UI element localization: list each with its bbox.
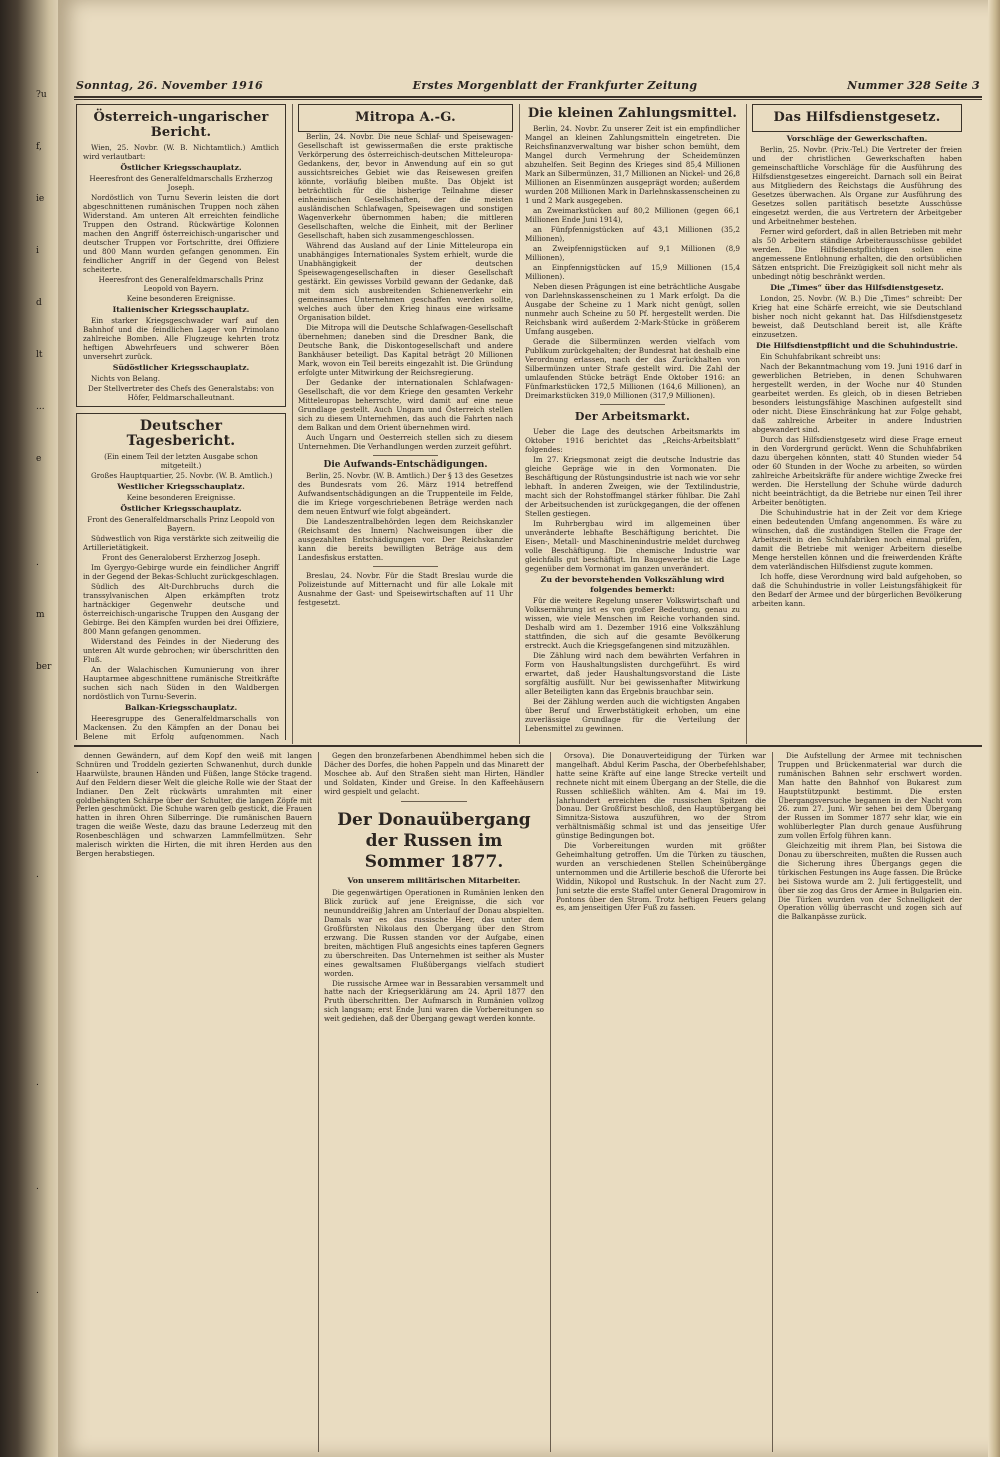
mitropa-title-box (298, 104, 513, 132)
paragraph: Heeresgruppe des Generalfeldmarschalls von Mackensen. Zu den Kämpfen an der Donau bei Belene mit Erfolg aufgenommen. Nach (83, 714, 279, 740)
paragraph: Nach der Bekanntmachung vom 19. Juni 1916 darf in gewerblichen Betrieben, in denen Schuhwaren hergestellt werden, in der Woche nur 40 Stunden gearbeitet werden. Es gleich, ob in diesen Betrieben besonders leistungsfähige Maschinen aufgestellt sind oder nicht. Diese Einschränkung hat zur Folge gehabt, daß zahlreiche Arbeiter in andere Industrien abgewandert sind. (752, 362, 962, 434)
header-rule-thin (74, 99, 982, 100)
header-rule (74, 96, 982, 98)
section-heading: Zu der bevorstehenden Volkszählung wird folgendes bemerkt: (540, 575, 725, 594)
spine-fragment: . (36, 766, 39, 776)
section-heading: Östlicher Kriegsschauplatz. (120, 163, 242, 172)
column-rule (550, 752, 551, 1452)
paragraph: Gerade die Silbermünzen werden vielfach vom Publikum zurückgehalten; der Bundesrat hat deshalb eine Verordnung erlassen, nach der das Zurückhalten von Silbermünzen unter Strafe gestellt wird. Die Zahl der umlaufenden Stücke beträgt Ende Oktober 1916: an Fünfmarkstücken 172,5 Millionen (164,6 Millionen), an Dreimarkstücken 319,0 Millionen (317,9 Millionen). (525, 337, 740, 400)
spine-fragment: ber (36, 662, 52, 672)
paragraph: Durch das Hilfsdienstgesetz wird diese Frage erneut in den Vordergrund gerückt. Wenn die Schuhfabriken dazu übergehen könnten, statt 40 Stunden wieder 54 oder 60 Stunden in der Woche zu arbeiten, so würden zahlreiche Arbeitskräfte für andere wichtige Zwecke frei werden. Die Herstellung der Schuhe würde dadurch nicht beeinträchtigt, da die Betriebe nur einen Teil ihrer Arbeiter benötigten. (752, 435, 962, 507)
divider (401, 801, 467, 802)
section-heading: Östlicher Kriegsschauplatz. (120, 504, 242, 513)
column-rule (746, 104, 747, 744)
column-1 (76, 104, 286, 740)
paragraph: Ferner wird gefordert, daß in allen Betrieben mit mehr als 50 Arbeitern ständige Arbeiterausschüsse gebildet werden. Die Hilfsdienstpflichtigen sollen eine angemessene Entlohnung erhalten, die den ortsüblichen Sätzen entspricht. Die Freizügigkeit soll nicht mehr als unbedingt nötig beschränkt werden. (752, 227, 962, 281)
paragraph: Großes Hauptquartier, 25. Novbr. (W. B. Amtlich.) (91, 471, 273, 480)
paragraph: Die Aufstellung der Armee mit technischen Truppen und Brückenmaterial war durch die rumänischen Bahnen sehr erschwert worden. Man hatte den Bahnhof von Bukarest zum Hauptstützpunkt bestimmt. Die ersten Übergangsversuche begannen in der Nacht vom 26. zum 27. Juni. Wir sehen bei dem Übergang der Russen im Sommer 1877 sehr klar, wie ein wohlüberlegter Plan durch genaue Ausführung zum vollen Erfolg führen kann. (778, 752, 962, 841)
spine-fragment: m (36, 610, 45, 620)
spine-fragment: ?u (36, 90, 47, 100)
divider (373, 455, 438, 456)
paragraph: an Einpfennigstücken auf 15,9 Millionen (15,4 Millionen). (525, 263, 740, 281)
spine-fragment: . (36, 1078, 39, 1088)
feuilleton-column-3 (556, 752, 766, 1452)
spine-fragment: ie (36, 194, 45, 204)
paragraph: Keine besonderen Ereignisse. (126, 493, 236, 502)
german-report-box (76, 413, 286, 740)
austrian-report-box (76, 104, 286, 407)
section-heading: Südöstlicher Kriegsschauplatz. (112, 363, 250, 372)
paragraph: Front des Generaloberst Erzherzog Joseph. (101, 553, 261, 562)
article-title: Das Hilfsdienstgesetz. (773, 110, 941, 125)
column-rule (292, 104, 293, 744)
paragraph: Die Schuhindustrie hat in der Zeit vor dem Kriege einen bedeutenden Umfang angenommen. Es wäre zu wünschen, daß die zuständigen Stellen die Frage der Arbeitszeit in den Schuhfabriken noch einmal prüfen, damit die Betriebe mit weniger Arbeitern dieselbe Menge herstellen können und die freiwerdenden Kräfte dem vaterländischen Hilfsdienst zugute kommen. (752, 508, 962, 571)
paragraph: Ein starker Kriegsgeschwader warf auf den Bahnhof und die feindlichen Lager von Primolano zahlreiche Bomben. Alle Flugzeuge kehrten trotz heftigen Abwehrfeuers und schwerer Böen unversehrt zurück. (83, 316, 279, 361)
paragraph: (Ein einem Teil der letzten Ausgabe schon mitgeteilt.) (104, 452, 258, 470)
paragraph: an Zweipfennigstücken auf 9,1 Millionen (8,9 Millionen), (525, 244, 740, 262)
feuilleton-rule (74, 745, 982, 747)
article-title: Österreich-ungarischer Bericht. (93, 110, 269, 140)
page-edge (988, 0, 1000, 1457)
page-header (76, 76, 980, 94)
dateline: Wien, 25. Novbr. (W. B. Nichtamtlich.) Amtlich wird verlautbart: (83, 143, 279, 161)
paragraph: Neben diesen Prägungen ist eine beträchtliche Ausgabe von Darlehnskassenscheinen zu 1 Mark erfolgt. Da die Ausgabe der Scheine zu 1 Mark nicht genügt, sollen nunmehr auch Scheine zu 50 Pf. hergestellt werden. Die Reichsbank wird außerdem 2-Mark-Stücke in größerem Umfang ausgeben. (525, 282, 740, 336)
paragraph: Südwestlich von Riga verstärkte sich zeitweilig die Artillerietätigkeit. (83, 534, 279, 552)
paragraph: Die Mitropa will die Deutsche Schlafwagen-Gesellschaft übernehmen; daneben sind die Dresdner Bank, die Deutsche Bank, die Diskontogesellschaft und andere Bankhäuser beteiligt. Das Kapital beträgt 20 Millionen Mark, wovon ein Teil bereits eingezahlt ist. Die Gründung erfolgte unter Mitwirkung der Reichsregierung. (298, 323, 513, 377)
paragraph: Der Gedanke der internationalen Schlafwagen-Gesellschaft, die vor dem Kriege den gesamten Verkehr Mitteleuropas beherrschte, wird damit auf eine neue Grundlage gestellt. Auch Ungarn und Österreich stellen sich zu diesem Unternehmen, das auch die Fahrten nach dem Balkan und dem Orient übernehmen wird. (298, 378, 513, 432)
paragraph: Auch Ungarn und Oesterreich stellen sich zu diesem Unternehmen. Die Verhandlungen werden zurzeit geführt. (298, 433, 513, 451)
feuilleton-column-2 (324, 752, 544, 1452)
paragraph: Nichts von Belang. (91, 374, 161, 383)
column-2 (298, 104, 513, 740)
paragraph: Heeresfront des Generalfeldmarschalls Prinz Leopold von Bayern. (98, 275, 264, 293)
feature-byline: Von unserem militärischen Mitarbeiter. (347, 875, 521, 885)
spine-fragment: . (36, 1182, 39, 1192)
feuilleton-column-1 (76, 752, 312, 1452)
paragraph: Während das Ausland auf der Linie Mitteleuropa ein unabhängiges Internationales System erhielt, wurde die Unabhängigkeit der deutschen Speisewagengesellschaften in dieser Gesellschaft gestärkt. Ein gewisses Vorbild gewann der Gedanke, daß mit dem sich ausbreitenden Schienenverkehr ein gemeinsames Unternehmen geschaffen werden sollte, welches auch über den Krieg hinaus eine wirksame Organisation bildet. (298, 241, 513, 322)
paragraph: Die Vorbereitungen wurden mit größter Geheimhaltung getroffen. Um die Türken zu täuschen, wurden an verschiedenen Stellen Scheinübergänge unternommen und die Artillerie beschoß die Uferorte bei Widdin, Nikopol und Rustschuk. In der Nacht zum 27. Juni setzte die erste Staffel unter General Dragomirow in Pontons über den Strom. Trotz heftigen Feuers gelang es, am jenseitigen Ufer Fuß zu fassen. (556, 841, 766, 913)
paragraph: dennen Gewändern, auf dem Kopf den weiß mit langen Schnüren und Troddeln gezierten Schwanenhut, durch dunkle Haarwülste, braunen Händen und Füßen, lange Stöcke tragend. Auf den Feldern dieser Welt die gleiche Rolle wie der Staat der Indianer. Den Zelt rückwärts umrahmten mit einer goldbehängten Schärpe über der Schulter, die langen Zöpfe mit Perlen geschmückt. Die Schuhe waren gelb gestickt, die Frauen hatten in ihren Ohren Silberringe. Die rumänischen Bauern tragen die weiße Weste, dazu das braune Lederzeug mit den Rosenbeschlägen und schwarzen Lammfellmützen. Sehr malerisch wirkten die Hirten, die mit ihren Herden aus den Bergen herabstiegen. (76, 752, 312, 858)
paragraph: Ein Schuhfabrikant schreibt uns: (760, 352, 881, 361)
feuilleton-column-4 (778, 752, 962, 1452)
spine-fragment: . (36, 1286, 39, 1296)
header-page-number: Nummer 328 Seite 3 (847, 78, 980, 92)
spine-fragment: . (36, 870, 39, 880)
paragraph: Ich hoffe, diese Verordnung wird bald aufgehoben, so daß die Schuhindustrie in voller Leistungsfähigkeit für den Bedarf der Armee und der bürgerlichen Bevölkerung arbeiten kann. (752, 572, 962, 608)
article-title: Die Aufwands-Entschädigungen. (323, 460, 488, 470)
spine-fragment: . (36, 558, 39, 568)
article-title: Der Arbeitsmarkt. (574, 410, 691, 423)
section-heading: Italienischer Kriegsschauplatz. (112, 305, 250, 314)
paragraph: Im 27. Kriegsmonat zeigt die deutsche Industrie das gleiche Gepräge wie in den Vormonaten. Die Beschäftigung der Rüstungsindustrie ist nach wie vor sehr lebhaft. In anderen Zweigen, wie der Textilindustrie, macht sich der Rohstoffmangel stärker fühlbar. Die Zahl der Arbeitsuchenden ist zurückgegangen, die der offenen Stellen gestiegen. (525, 455, 740, 518)
paragraph: Im Gyergyo-Gebirge wurde ein feindlicher Angriff in der Gegend der Bekas-Schlucht zurückgeschlagen. (83, 563, 279, 581)
article-title: Mitropa A.-G. (355, 110, 456, 125)
divider (600, 404, 665, 405)
paragraph: Ueber die Lage des deutschen Arbeitsmarkts im Oktober 1916 berichtet das „Reichs-Arbeitsblatt“ folgendes: (525, 427, 740, 454)
book-spine (0, 0, 58, 1457)
divider (373, 566, 438, 567)
paragraph: Berlin, 24. Novbr. Die neue Schlaf- und Speisewagen-Gesellschaft ist gewissermaßen die erste praktische Verkörperung des österreichisch-deutschen Mitteleuropa-Gedankens, der, bevor in Anwendung auf ein so gut aussichtsreiches Gebiet wie das Reisewesen greifen könnte, vorläufig bleiben mußte. Das Objekt ist beträchtlich für die bisherige Teilnahme dieser einheimischen Gesellschaften, der die meisten ausländischen Schlafwagen, Speisewagen und sonstigen Wagenverkehr übernommen haben; die mittleren Gesellschaften, welche die Einheit, mit der Berliner Gesellschaft, haben sich zusammengeschlossen. (298, 132, 513, 240)
paragraph: Heeresfront des Generalfeldmarschalls Erzherzog Joseph. (89, 174, 273, 192)
article-title: Deutscher Tagesbericht. (126, 418, 236, 449)
header-masthead: Erstes Morgenblatt der Frankfurter Zeitung (412, 78, 698, 92)
section-heading: Balkan-Kriegsschauplatz. (124, 703, 238, 712)
spine-fragment: e (36, 454, 42, 464)
paragraph: Die Zählung wird nach dem bewährten Verfahren in Form von Haushaltungslisten durchgeführt. Es wird erwartet, daß jeder Haushaltungsvorstand die Liste sorgfältig ausfüllt. Nur bei gewissenhafter Mitwirkung aller Beteiligten kann das Ergebnis brauchbar sein. (525, 651, 740, 696)
column-3 (525, 104, 740, 740)
paragraph: Breslau, 24. Novbr. Für die Stadt Breslau wurde die Polizeistunde auf Mitternacht und für alle Lokale mit Ausnahme der Gast- und Speisewirtschaften auf 11 Uhr festgesetzt. (298, 571, 513, 607)
paragraph: Front des Generalfeldmarschalls Prinz Leopold von Bayern. (87, 515, 275, 533)
spine-fragment: f, (36, 142, 42, 152)
column-4 (752, 104, 962, 740)
column-rule (519, 104, 520, 744)
paragraph: an Fünfpfennigstücken auf 43,1 Millionen (35,2 Millionen), (525, 225, 740, 243)
paragraph: an Zweimarkstücken auf 80,2 Millionen (gegen 66,1 Millionen Ende Juni 1914), (525, 206, 740, 224)
paragraph: Für die weitere Regelung unserer Volkswirtschaft und Volksernährung ist es von großer Bedeutung, genau zu wissen, wie viele Menschen im Reiche vorhanden sind. Deshalb wird am 1. Dezember 1916 eine Volkszählung stattfinden, die sich auf die gesamte Bevölkerung erstreckt. Auch die Kriegsgefangenen sind mitzuzählen. (525, 596, 740, 650)
paragraph: Gleichzeitig mit ihrem Plan, bei Sistowa die Donau zu überschreiten, mußten die Russen auch die Sicherung ihres Übergangs gegen die türkischen Festungen ins Auge fassen. Die Brücke bei Sistowa wurde am 2. Juli fertiggestellt, und über sie zog das Gros der Armee in Bulgarien ein. Die Türken wurden von der Schnelligkeit der Operation völlig überrascht und zogen sich auf die Balkanpässe zurück. (778, 841, 962, 922)
paragraph: Die russische Armee war in Bessarabien versammelt und hatte nach der Kriegserklärung am 24. April 1877 den Pruth überschritten. Der Aufmarsch in Rumänien vollzog sich langsam; erst Ende Juni waren die Vorbereitungen so weit gediehen, daß der Übergang gewagt werden konnte. (324, 978, 544, 1024)
newspaper-page (58, 0, 1000, 1457)
paragraph: Berlin, 24. Novbr. Zu unserer Zeit ist ein empfindlicher Mangel an kleinen Zahlungsmitteln eingetreten. Die Reichsfinanzverwaltung war bisher schon bemüht, dem Mangel durch Vermehrung der Scheidemünzen abzuhelfen. Seit Beginn des Krieges sind 85,4 Millionen Mark an Silbermünzen, 31,7 Millionen an Nickel- und 26,8 Millionen an Eisenmünzen ausgeprägt worden; außerdem wurden 208 Millionen Mark in Darlehnskassenscheinen zu 1 und 2 Mark ausgegeben. (525, 124, 740, 205)
hilfsdienst-title-box (752, 104, 962, 132)
spine-fragment: ... (36, 402, 45, 412)
paragraph: An der Walachischen Kumunierung von ihrer Hauptarmee abgeschnittene rumänische Streitkräfte suchen sich nach Süden in den Waldbergen nordöstlich von Turnu-Severin. (83, 665, 279, 701)
header-date: Sonntag, 26. November 1916 (76, 78, 263, 92)
signature: Der Stellvertreter des Chefs des Generalstabs: von Höfer, Feldmarschalleutnant. (87, 384, 275, 402)
spine-fragment: i (36, 246, 39, 256)
paragraph: Im Ruhrbergbau wird im allgemeinen über unveränderte lebhafte Beschäftigung berichtet. Die Eisen-, Metall- und Maschinenindustrie meldet durchweg volle Beschäftigung. Die chemische Industrie war gleichfalls gut beschäftigt. Im Baugewerbe ist die Lage gegenüber dem Vormonat im ganzen unverändert. (525, 519, 740, 573)
section-heading: Die Hilfsdienstpflicht und die Schuhindustrie. (756, 341, 958, 350)
paragraph: Die gegenwärtigen Operationen in Rumänien lenken den Blick zurück auf jene Ereignisse, die sich vor neununddreißig Jahren am Unterlauf der Donau abspielten. Damals war es das russische Heer, das unter dem Großfürsten Nikolaus den Übergang über den Strom erzwang. Die Russen standen vor der Aufgabe, einen breiten, mächtigen Fluß angesichts eines tapferen Gegners zu überschreiten. Das Unternehmen ist seither als Muster eines gewaltsamen Flußübergangs vielfach studiert worden. (324, 888, 544, 978)
column-rule (318, 752, 319, 1452)
paragraph: Südlich des Alt-Durchbruchs durch die transsylvanischen Alpen erkämpften trotz hartnäckiger Gegenwehr deutsche und österreichisch-ungarische Truppen den Ausgang der Gebirge. Bei den Kämpfen wurden bei drei Offiziere, 800 Mann gefangen genommen. (83, 582, 279, 636)
paragraph: Gegen den bronzefarbenen Abendhimmel heben sich die Dächer des Dorfes, die hohen Pappeln und das Minarett der Moschee ab. Auf den Straßen sieht man Hirten, Händler und Soldaten, Kinder und Greise. In den Kaffeehäusern wird gespielt und gelacht. (324, 752, 544, 796)
paragraph: Bei der Zählung werden auch die wichtigsten Angaben über Beruf und Erwerbstätigkeit erhoben, um eine zuverlässige Grundlage für die Verteilung der Lebensmittel zu gewinnen. (525, 697, 740, 733)
section-heading: Vorschläge der Gewerkschaften. (786, 134, 928, 143)
section-heading: Westlicher Kriegsschauplatz. (117, 482, 245, 491)
feature-title: Der Donauübergang der Russen im Sommer 1877. (337, 809, 531, 872)
paragraph: Keine besonderen Ereignisse. (126, 294, 236, 303)
section-heading: Die „Times“ über das Hilfsdienstgesetz. (770, 283, 944, 292)
paragraph: Orsova). Die Donauverteidigung der Türken war mangelhaft. Abdul Kerim Pascha, der Oberbefehlshaber, hatte seine Kräfte auf eine lange Strecke verteilt und rechnete nicht mit einem Übergang an der Stelle, die die Russen schließlich wählten. Am 4. Mai im 19. Jahrhundert erreichten die russischen Spitzen die Donau. Der Großfürst beschloß, den Hauptübergang bei Simnitza-Sistowa auszuführen, wo der Strom verhältnismäßig schmal ist und das jenseitige Ufer günstige Bedingungen bot. (556, 752, 766, 841)
paragraph: Berlin, 25. Novbr. (Priv.-Tel.) Die Vertreter der freien und der christlichen Gewerkschaften haben gemeinschaftliche Vorschläge für die Ausführung des Hilfsdienstgesetzes eingereicht. Darnach soll ein Beirat aus Mitgliedern des Reichstags die Ausführung des Gesetzes überwachen. Als Organe zur Ausführung des Gesetzes sollen paritätisch besetzte Ausschüsse eingesetzt werden, die aus Vertretern der Arbeitgeber und Arbeitnehmer bestehen. (752, 145, 962, 226)
paragraph: Berlin, 25. Novbr. (W. B. Amtlich.) Der § 13 des Gesetzes des Bundesrats vom 26. März 1914 betreffend Aufwandsentschädigungen an die Truppenteile im Felde, die im Kriege vorgeschriebenen Beträge werden nach dem neuen Entwurf wie folgt abgeändert. (298, 471, 513, 516)
paragraph: London, 25. Novbr. (W. B.) Die „Times“ schreibt: Der Krieg hat eine Schärfe erreicht, wie sie Deutschland bisher noch nicht gekannt hat. Das Hilfsdienstgesetz beweist, daß Deutschland bereit ist, alle Kräfte einzusetzen. (752, 294, 962, 339)
column-rule (772, 752, 773, 1452)
spine-fragment: lt (36, 350, 43, 360)
article-title: Die kleinen Zahlungsmittel. (527, 106, 738, 121)
spine-fragment: d (36, 298, 42, 308)
paragraph: Die Landeszentralbehörden legen dem Reichskanzler (Reichsamt des Innern) Nachweisungen über die ausgezahlten Entschädigungen vor. Der Reichskanzler kann die bereits bewilligten Beträge aus dem Landesfiskus erstatten. (298, 517, 513, 562)
paragraph: Widerstand des Feindes in der Niederung des unteren Alt wurde gebrochen; wir überschritten den Fluß. (83, 637, 279, 664)
paragraph: Nordöstlich von Turnu Severin leisten die dort abgeschnittenen rumänischen Truppen noch zähen Widerstand. Am unteren Alt erreichten feindliche Truppen den Ostrand. Rückwärtige Kolonnen machen den Angriff österreichisch-ungarischer und deutscher Truppen vor Fortschritte, drei Offiziere und 800 Mann wurden gefangen genommen. Ein feindlicher Angriff in der Gegend von Belest scheiterte. (83, 193, 279, 274)
